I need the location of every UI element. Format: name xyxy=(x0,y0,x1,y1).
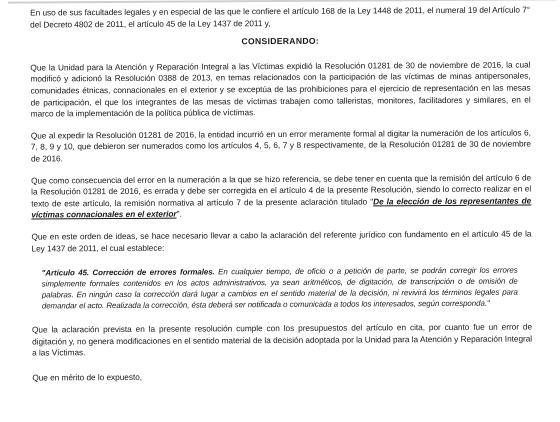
paragraph-compliance: Que la aclaración prevista en la presente resolución cumple con los presupuestos del artículo en cita, por cuanto fue un error de digitación y, no genera modificaciones en el sentido material de la decisión adoptada por la Unidad para la Atención y Reparación Integral a las Víctimas. xyxy=(31,321,533,358)
paragraph-legal-basis: Que en este orden de ideas, se hace necesario llevar a cabo la aclaración del referente jurídico con fundamento en el artículo 45 de la Ley 1437 de 2011, el cual establece: xyxy=(31,228,532,254)
consequence-text-end: ". xyxy=(176,208,182,219)
paragraph-numbering-error: Que al expedir la Resolución 01281 de 2016, la entidad incurrió en un error meramente formal al digitar la numeración de los artículos 6, 7, 8, 9 y 10, que debieron ser numerados como los artículos 4, 5, 6, 7 y 8 respectivamente, de la Resolución 01281 de 30 de noviembre de 2016. xyxy=(30,127,531,164)
considerando-heading: CONSIDERANDO: xyxy=(241,35,320,47)
article-45-quote xyxy=(32,265,532,312)
article-title-reference: De la elección de los representantes de víctimas connacionales en el exterior xyxy=(31,195,532,220)
paragraph-consequence xyxy=(31,172,531,221)
intro-paragraph: En uso de sus facultades legales y en especial de las que le confiere el artículo 168 de la Ley 1448 de 2011, el numeral 19 del Artículo 7° del Decreto 4802 de 2011, el artículo 45 de la Ley 1437 de 2011 y, xyxy=(30,4,531,30)
quote-title: "Artículo 45. Corrección de errores formales. xyxy=(41,267,215,278)
paragraph-merit: Que en mérito de lo expuesto, xyxy=(32,371,143,383)
consequence-text: Que como consecuencia del error en la numeración a la que se hizo referencia, se debe tener en cuenta que la remisión del artículo 6 de la Resolución 01281 de 2016, es errada y debe ser corregida en el artículo 4 de la presente Resolución, siendo lo correcto realizar en el texto de este artículo, la remisión normativa al artículo 7 de la presente aclaración titulado " xyxy=(31,172,532,209)
paragraph-resolution-issued: Que la Unidad para la Atención y Reparación Integral a las Víctimas expidió la Resolución 01281 de 30 de noviembre de 2016, la cual modificó y adicionó la Resolución 0388 de 2013, en temas relacionados con la participación de las víctimas de minas antipersonales, comunidades étnicas, connacionales en el exterior y se exceptúa de las prohibiciones para el ejercicio de representación en las mesas de participación, el que los integrantes de las mesas de víctimas trabajen como talleristas, monitores, facilitadores y similares, en el marco de la implementación de la política pública de víctimas. xyxy=(30,59,531,119)
quote-body: En cualquier tiempo, de oficio o a petición de parte, se podrán corregir los errores simplemente formales contenidos en los actos administrativos, ya sean aritméticos, de digitación, de transcripción o de omisión de palabras. En ningún caso la corrección dará lugar a cambios en el sentido material de la decisión, ni revivirá los términos legales para demandar el acto. Realizada la corrección, ésta deberá ser notificada o comunicada a todos los interesados, según corresponda." xyxy=(41,265,518,311)
scan-edge-line xyxy=(8,0,556,4)
